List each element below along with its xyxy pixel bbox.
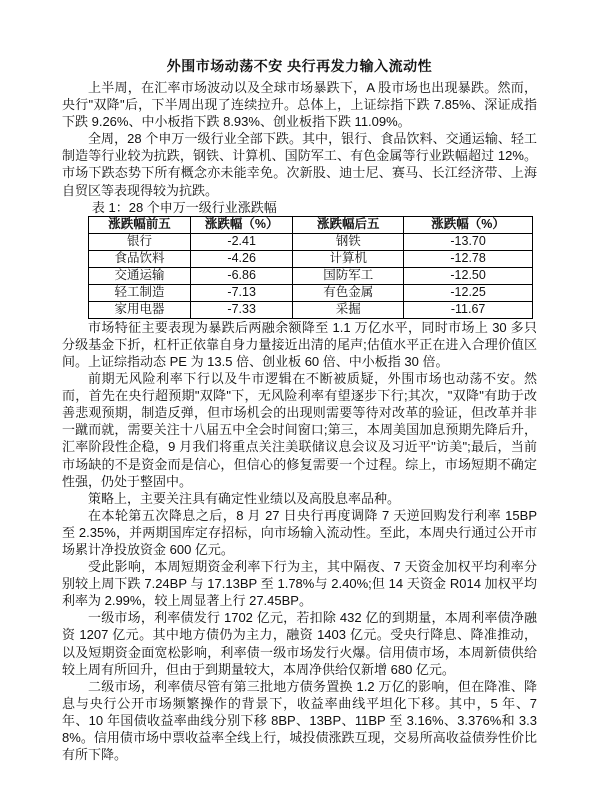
table-cell: 采掘: [293, 301, 404, 318]
header-change-pct-2: 涨跌幅（%）: [404, 216, 533, 233]
table-row: [89, 267, 533, 284]
table-cell: -2.41: [191, 233, 293, 250]
body-paragraph-2: 前期无风险利率下行以及牛市逻辑在不断被质疑，外围市场也动荡不安。然而，首先在央行超预期"双降"下，无风险利率有望逐步下行;其次，"双降"有助于改善悲观预期，制造反弹，但市场机会的出现则需要等待对改革的验证，但改革并非一蹴而就，需要关注十八届五中全会时间窗口;第三，本周美国加息预期先降后升，汇率阶段性企稳，9 月我们将重点关注美联储议息会议及习近平"访美";最后，当前市场缺的不是资金而是信心，但信心的修复需要一个过程。综上，市场短期不确定性强，仍处于整固中。: [62, 371, 537, 489]
table-cell: 交通运输: [89, 267, 191, 284]
table-cell: -7.13: [191, 284, 293, 301]
intro-paragraph-1: 上半周，在汇率市场波动以及全球市场暴跌下，A 股市场也出现暴跌。然而，央行"双降"后，下半周出现了连续拉升。总体上，上证综指下跌 7.85%、深证成指下跌 9.26%、中小板指下跌 8.93%、创业板指下跌 11.09%。: [62, 80, 537, 130]
table-cell: -12.78: [404, 250, 533, 267]
table-cell: -4.26: [191, 250, 293, 267]
table-cell: 食品饮料: [89, 250, 191, 267]
body-paragraph-5: 受此影响，本周短期资金利率下行为主，其中隔夜、7 天资金加权平均利率分别较上周下跌 7.24BP 与 17.13BP 至 1.78%与 2.40%;但 14 天资金 R014 加权平均利率为 2.99%，较上周显著上行 27.45BP。: [62, 559, 537, 609]
table-cell: 轻工制造: [89, 284, 191, 301]
table-cell: 钢铁: [293, 233, 404, 250]
body-paragraph-1: 市场特征主要表现为暴跌后两融余额降至 1.1 万亿水平，同时市场上 30 多只分级基金下折，杠杆正依靠自身力量接近出清的尾声;估值水平正在进入合理价值区间。上证综指动态 PE 为 13.5 倍、创业板 60 倍、中小板指 30 倍。: [62, 319, 537, 369]
table-row: [89, 284, 533, 301]
body-paragraph-4: 在本轮第五次降息之后，8 月 27 日央行再度调降 7 天逆回购发行利率 15BP 至 2.35%，并两期国库定存招标，向市场输入流动性。至此，本周央行通过公开市场累计净投放资金 600 亿元。: [62, 507, 537, 557]
body-paragraph-6: 一级市场，利率债发行 1702 亿元，若扣除 432 亿的到期量，本周利率债净融资 1207 亿元。其中地方债仍为主力，融资 1403 亿元。受央行降息、降准推动，以及短期资金面宽松影响，利率债一级市场发行火爆。信用债市场，本周新债供给较上周有所回升，但由于到期量较大，本周净供给仅新增 680 亿元。: [62, 610, 537, 677]
intro-paragraph-2: 全周，28 个申万一级行业全部下跌。其中，银行、食品饮料、交通运输、轻工制造等行业较为抗跌，钢铁、计算机、国防军工、有色金属等行业跌幅超过 12%。市场下跌态势下所有概念亦未能幸免。次新股、迪士尼、赛马、长江经济带、上海自贸区等表现得较为抗跌。: [62, 131, 537, 198]
document-title: 外围市场动荡不安 央行再发力输入流动性: [166, 58, 433, 74]
header-change-pct-1: 涨跌幅（%）: [191, 216, 293, 233]
table-cell: -11.67: [404, 301, 533, 318]
header-bottom5: 涨跌幅后五: [293, 216, 404, 233]
table-cell: -12.25: [404, 284, 533, 301]
table-header-row: [89, 216, 533, 233]
table-cell: 计算机: [293, 250, 404, 267]
table-row: [89, 301, 533, 318]
industry-change-table: [88, 216, 533, 319]
table-cell: -7.33: [191, 301, 293, 318]
table-cell: -6.86: [191, 267, 293, 284]
table-cell: 国防军工: [293, 267, 404, 284]
body-paragraph-7: 二级市场，利率债尽管有第三批地方债务置换 1.2 万亿的影响，但在降准、降息与央行公开市场频繁操作的背景下，收益率曲线平坦化下移。其中，5 年、7 年、10 年国债收益率曲线分别下移 8BP、13BP、11BP 至 3.16%、3.376%和 3.38%。信用债市场中票收益率全线上行，城投债涨跌互现，交易所高收益债券性价比有所下降。: [62, 678, 537, 763]
table-cell: 家用电器: [89, 301, 191, 318]
table-caption: 表 1：28 个申万一级行业涨跌幅: [91, 199, 277, 215]
table-cell: -13.70: [404, 233, 533, 250]
header-top5: 涨跌幅前五: [89, 216, 191, 233]
table-cell: -12.50: [404, 267, 533, 284]
table-row: [89, 250, 533, 267]
table-cell: 有色金属: [293, 284, 404, 301]
table-cell: 银行: [89, 233, 191, 250]
body-paragraph-3: 策略上，主要关注具有确定性业绩以及高股息率品种。: [88, 490, 401, 506]
table-row: [89, 233, 533, 250]
